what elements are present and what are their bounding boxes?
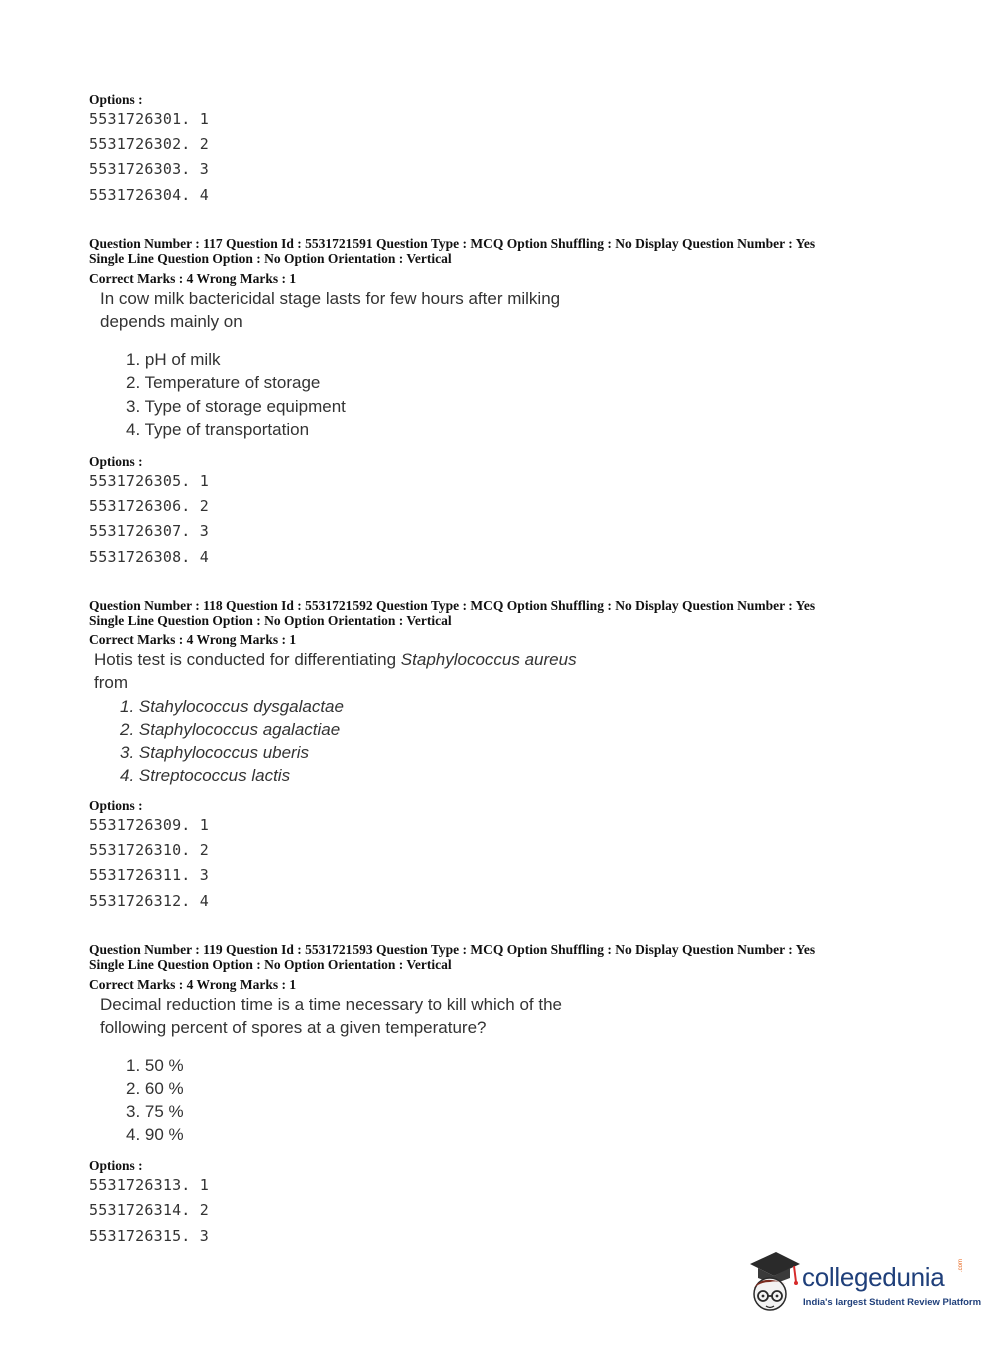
option-id: 5531726307. 3 — [89, 522, 209, 540]
question-text-plain: Hotis test is conducted for differentiating — [94, 650, 401, 669]
question-header: Question Number : 118 Question Id : 5531721592 Question Type : MCQ Option Shuffling : No Display Question Number : Yes — [89, 598, 816, 613]
options-label: Options : — [89, 92, 143, 107]
option-id: 5531726308. 4 — [89, 548, 209, 566]
question-text: depends mainly on — [100, 312, 243, 331]
option-id: 5531726313. 1 — [89, 1176, 209, 1194]
question-header-line2: Single Line Question Option : No Option Orientation : Vertical — [89, 251, 452, 266]
question-marks: Correct Marks : 4 Wrong Marks : 1 — [89, 271, 297, 286]
option-id: 5531726310. 2 — [89, 841, 209, 859]
options-label: Options : — [89, 1158, 143, 1173]
option-id: 5531726302. 2 — [89, 135, 209, 153]
answer-choice: 1. 50 % — [126, 1056, 184, 1075]
student-mascot-icon — [742, 1250, 802, 1316]
option-id: 5531726305. 1 — [89, 472, 209, 490]
answer-choice: 4. Type of transportation — [126, 420, 310, 439]
collegedunia-logo[interactable] — [742, 1250, 982, 1320]
options-label: Options : — [89, 798, 143, 813]
question-header-line2: Single Line Question Option : No Option Orientation : Vertical — [89, 613, 452, 628]
question-text: In cow milk bactericidal stage lasts for few hours after milking — [100, 289, 561, 308]
options-label: Options : — [89, 454, 143, 469]
option-id: 5531726314. 2 — [89, 1201, 209, 1219]
question-marks: Correct Marks : 4 Wrong Marks : 1 — [89, 977, 297, 992]
answer-choice: 2. Temperature of storage — [126, 373, 321, 392]
answer-choice: 3. Staphylococcus uberis — [120, 743, 309, 762]
question-text: from — [94, 673, 128, 692]
logo-suffix: .com — [958, 1258, 964, 1272]
question-text: following percent of spores at a given temperature? — [100, 1018, 487, 1037]
question-text: Decimal reduction time is a time necessary to kill which of the — [100, 995, 563, 1014]
logo-wordmark: collegedunia — [802, 1262, 945, 1292]
answer-choice: 2. 60 % — [126, 1079, 184, 1098]
question-header-line2: Single Line Question Option : No Option Orientation : Vertical — [89, 957, 452, 972]
option-id: 5531726303. 3 — [89, 160, 209, 178]
answer-choice: 2. Staphylococcus agalactiae — [120, 720, 341, 739]
question-header: Question Number : 119 Question Id : 5531721593 Question Type : MCQ Option Shuffling : No Display Question Number : Yes — [89, 942, 816, 957]
option-id: 5531726315. 3 — [89, 1227, 209, 1245]
answer-choice: 3. 75 % — [126, 1102, 184, 1121]
option-id: 5531726312. 4 — [89, 892, 209, 910]
logo-tagline: India's largest Student Review Platform — [803, 1297, 982, 1308]
answer-choice: 4. 90 % — [126, 1125, 184, 1144]
answer-choice: 4. Streptococcus lactis — [120, 766, 291, 785]
question-text-italic: Staphylococcus aureus — [400, 650, 577, 669]
question-marks: Correct Marks : 4 Wrong Marks : 1 — [89, 632, 297, 647]
option-id: 5531726311. 3 — [89, 866, 209, 884]
answer-choice: 3. Type of storage equipment — [126, 397, 346, 416]
option-id: 5531726306. 2 — [89, 497, 209, 515]
question-text — [94, 650, 577, 670]
option-id: 5531726304. 4 — [89, 186, 209, 204]
question-header: Question Number : 117 Question Id : 5531721591 Question Type : MCQ Option Shuffling : No Display Question Number : Yes — [89, 236, 816, 251]
option-id: 5531726301. 1 — [89, 110, 209, 128]
option-id: 5531726309. 1 — [89, 816, 209, 834]
answer-choice: 1. Stahylococcus dysgalactae — [120, 697, 344, 716]
answer-choice: 1. pH of milk — [126, 350, 221, 369]
